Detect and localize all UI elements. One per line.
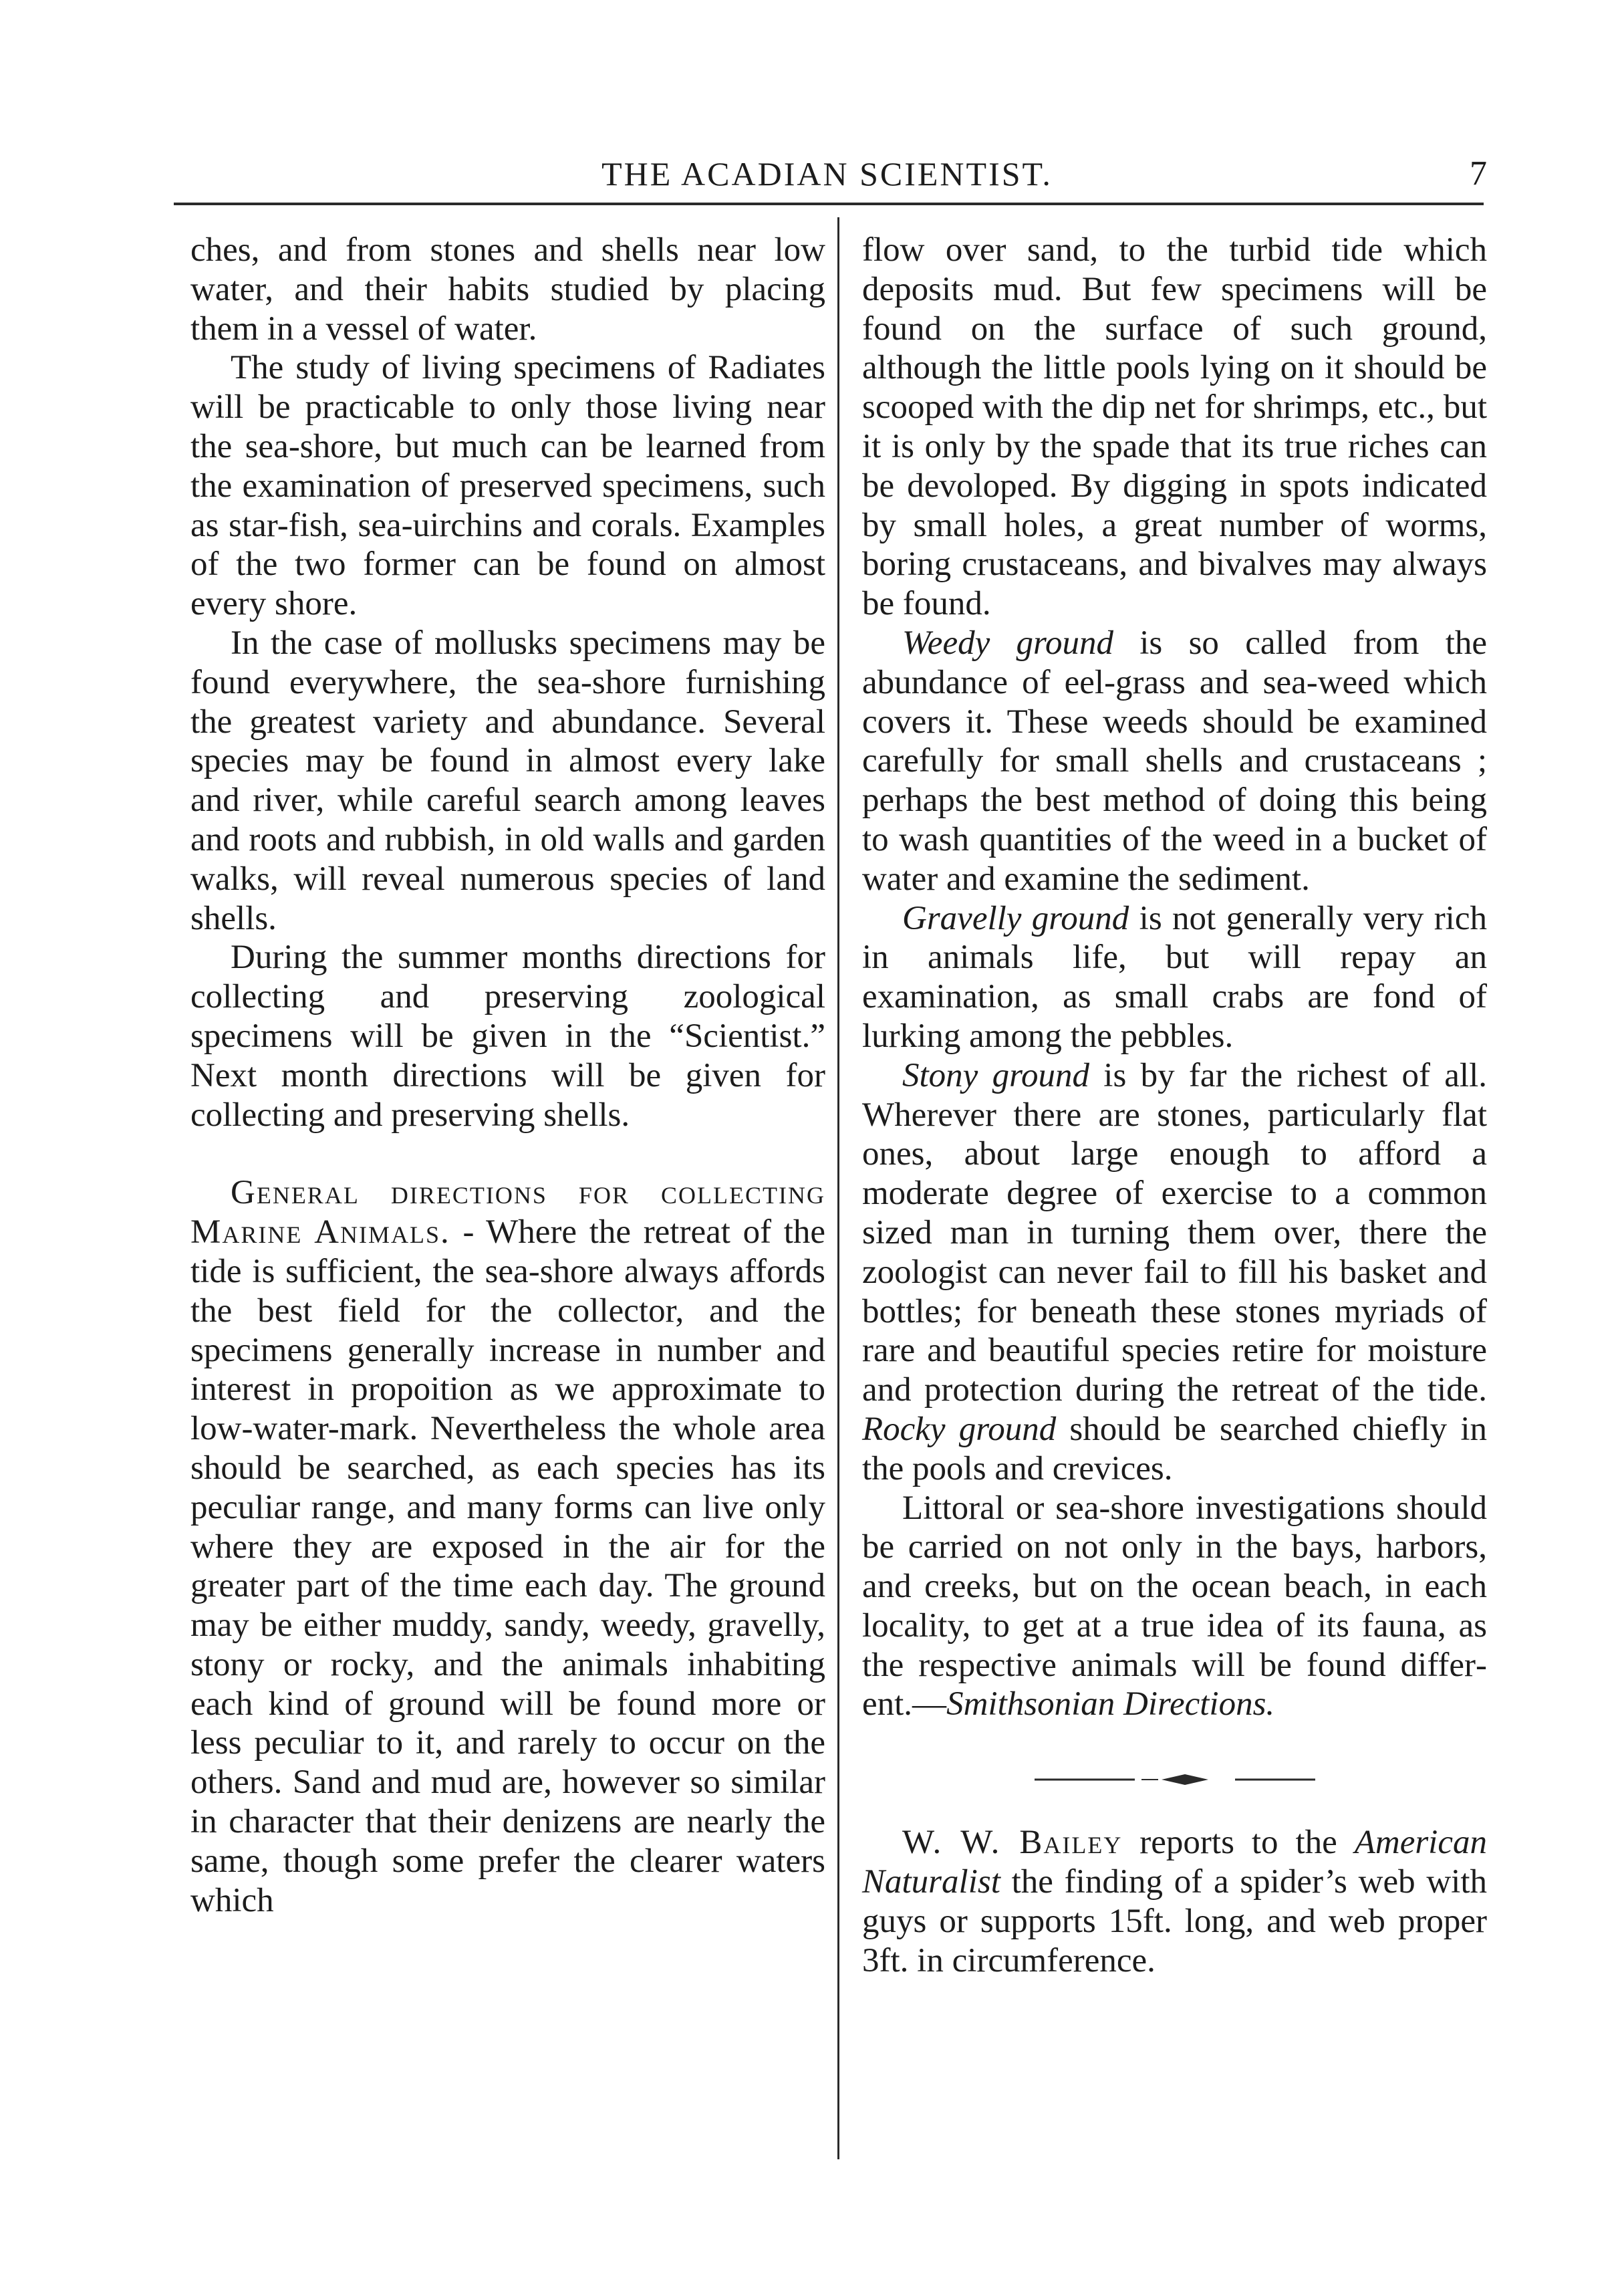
paragraph-littoral — [862, 1489, 1487, 1725]
paragraph-continued: ches, and from stones and shells near low water, and their habits studied by placing them in a vessel of water. — [190, 231, 825, 348]
column-divider — [837, 217, 839, 2159]
weedy-ground-text: is so called from the abundance of eel-grass and sea-weed which covers it. These weeds should be examined carefully for small shells and crustaceans ; perhaps the best method of doing this being to wash quantities of the weed in a bucket of water and examine the sediment. — [862, 624, 1487, 898]
page-number: 7 — [1470, 154, 1487, 193]
gravelly-ground-text: is not generally very rich in animals life, but will repay an examination, as small crabs are fond of lurking among the pebbles. — [862, 899, 1487, 1055]
littoral-text: Littoral or sea-shore investigations should be carried on not only in the bays, harbors, and creeks, but on the ocean beach, in each locality, to get at a true idea of its fauna, as the respective animals will be found different.— — [862, 1489, 1487, 1723]
header-rule — [174, 203, 1484, 205]
paragraph-spider-web — [862, 1823, 1487, 1980]
paragraph-weedy-ground — [862, 624, 1487, 899]
section-heading: General directions for collecting Marine Animals. — [190, 1174, 825, 1251]
paragraph-gravelly-ground — [862, 899, 1487, 1056]
source-attribution: Smithsonian Directions. — [946, 1685, 1275, 1723]
author-name: W. W. Bailey — [902, 1824, 1123, 1862]
journal-name: American Naturalist — [862, 1824, 1487, 1901]
term-gravelly-ground: Gravelly ground — [902, 899, 1129, 937]
term-rocky-ground: Rocky ground — [862, 1410, 1057, 1448]
paragraph-marine-animals: General directions for collecting Marine Animals. - Where the retreat of the tide is sufficient, the sea-shore always affords the best field for the collector, and the specimens generally increase in number and interest in propoition as we approximate to low-water-mark. Nevertheless the whole area should be searched, as each species has its peculiar range, and many forms can live only where they are exposed in the air for the greater part of the time each day. The ground may be either muddy, sandy, weedy, gravelly, stony or rocky, and the animals inhabiting each kind of ground will be found more or less peculiar to it, and rarely to occur on the others. Sand and mud are, however so similar in character that their denizens are nearly the same, though some prefer the clearer waters which — [190, 1174, 826, 1919]
paragraph-sand-mud: flow over sand, to the turbid tide which deposits mud. But few specimens will be found on the surface of such ground, although the little pools lying on it should be scooped with the dip net for shrimps, etc., but it is only by the spade that its true riches can be devoloped. By digging in spots indicated by small holes, a great number of worms, boring crustaceans, and bivalves may always be found. — [862, 231, 1487, 623]
paragraph-radiates: The study of living specimens of Radiates will be practicable to only those living near the sea-shore, but much can be learned from the examination of preserved specimens, such as star-fish, sea-uirchins and corals. Examples of the two former can be found on almost every shore. — [190, 349, 825, 623]
term-stony-ground: Stony ground — [902, 1056, 1090, 1094]
paragraph-mollusks: In the case of mollusks specimens may be found everywhere, the sea-shore furnishing the greatest variety and abundance. Several species may be found in almost every lake and river, while careful search among leaves and roots and rubbish, in old walls and garden walks, will reveal numerous species of land shells. — [190, 624, 825, 937]
section-body: Where the retreat of the tide is sufficient, the sea-shore always affords the best field for the collector, and the specimens generally increase in number and interest in propoition as we approximate to low-water-mark. Nevertheless the whole area should be searched, as each species has its peculiar range, and many forms can live only where they are exposed in the air for the greater part of the time each day. The ground may be either muddy, sandy, weedy, gravelly, stony or rocky, and the animals inhabiting each kind of ground will be found more or less peculiar to it, and rarely to occur on the others. Sand and mud are, however so similar in character that their denizens are nearly the same, though some prefer the clearer waters which — [190, 1213, 826, 1919]
paragraph-stony-ground — [862, 1056, 1487, 1489]
term-weedy-ground: Weedy ground — [902, 624, 1113, 662]
section-ornament — [862, 1756, 1487, 1796]
ornament-rule-icon — [1035, 1772, 1315, 1788]
paragraph-summer-directions: During the summer months directions for collecting and preserving zoological specimens will be given in the “Scientist.” Next month directions will be given for collecting and preserving shells. — [190, 939, 825, 1134]
right-column — [862, 231, 1487, 1980]
spider-web-text-b: the finding of a spider’s web with guys or supports 15ft. long, and web proper 3ft. in circumference. — [862, 1863, 1487, 1979]
stony-ground-text: is by far the richest of all. Wherever there are stones, particularly flat ones, about large enough to afford a moderate degree of exercise to a common sized man in turning them over, there the zoologist can never fail to fill his basket and bottles; for beneath these stones myriads of rare and beautiful species retire for moisture and protection during the retreat of the tide. — [862, 1056, 1487, 1409]
page-header — [167, 147, 1487, 201]
rocky-ground-text: should be searched chiefly in the pools and crevices. — [862, 1410, 1487, 1487]
spider-web-text-a: reports to the — [1122, 1824, 1355, 1862]
left-column — [190, 231, 825, 1920]
running-title: THE ACADIAN SCIENTIST. — [601, 155, 1053, 193]
